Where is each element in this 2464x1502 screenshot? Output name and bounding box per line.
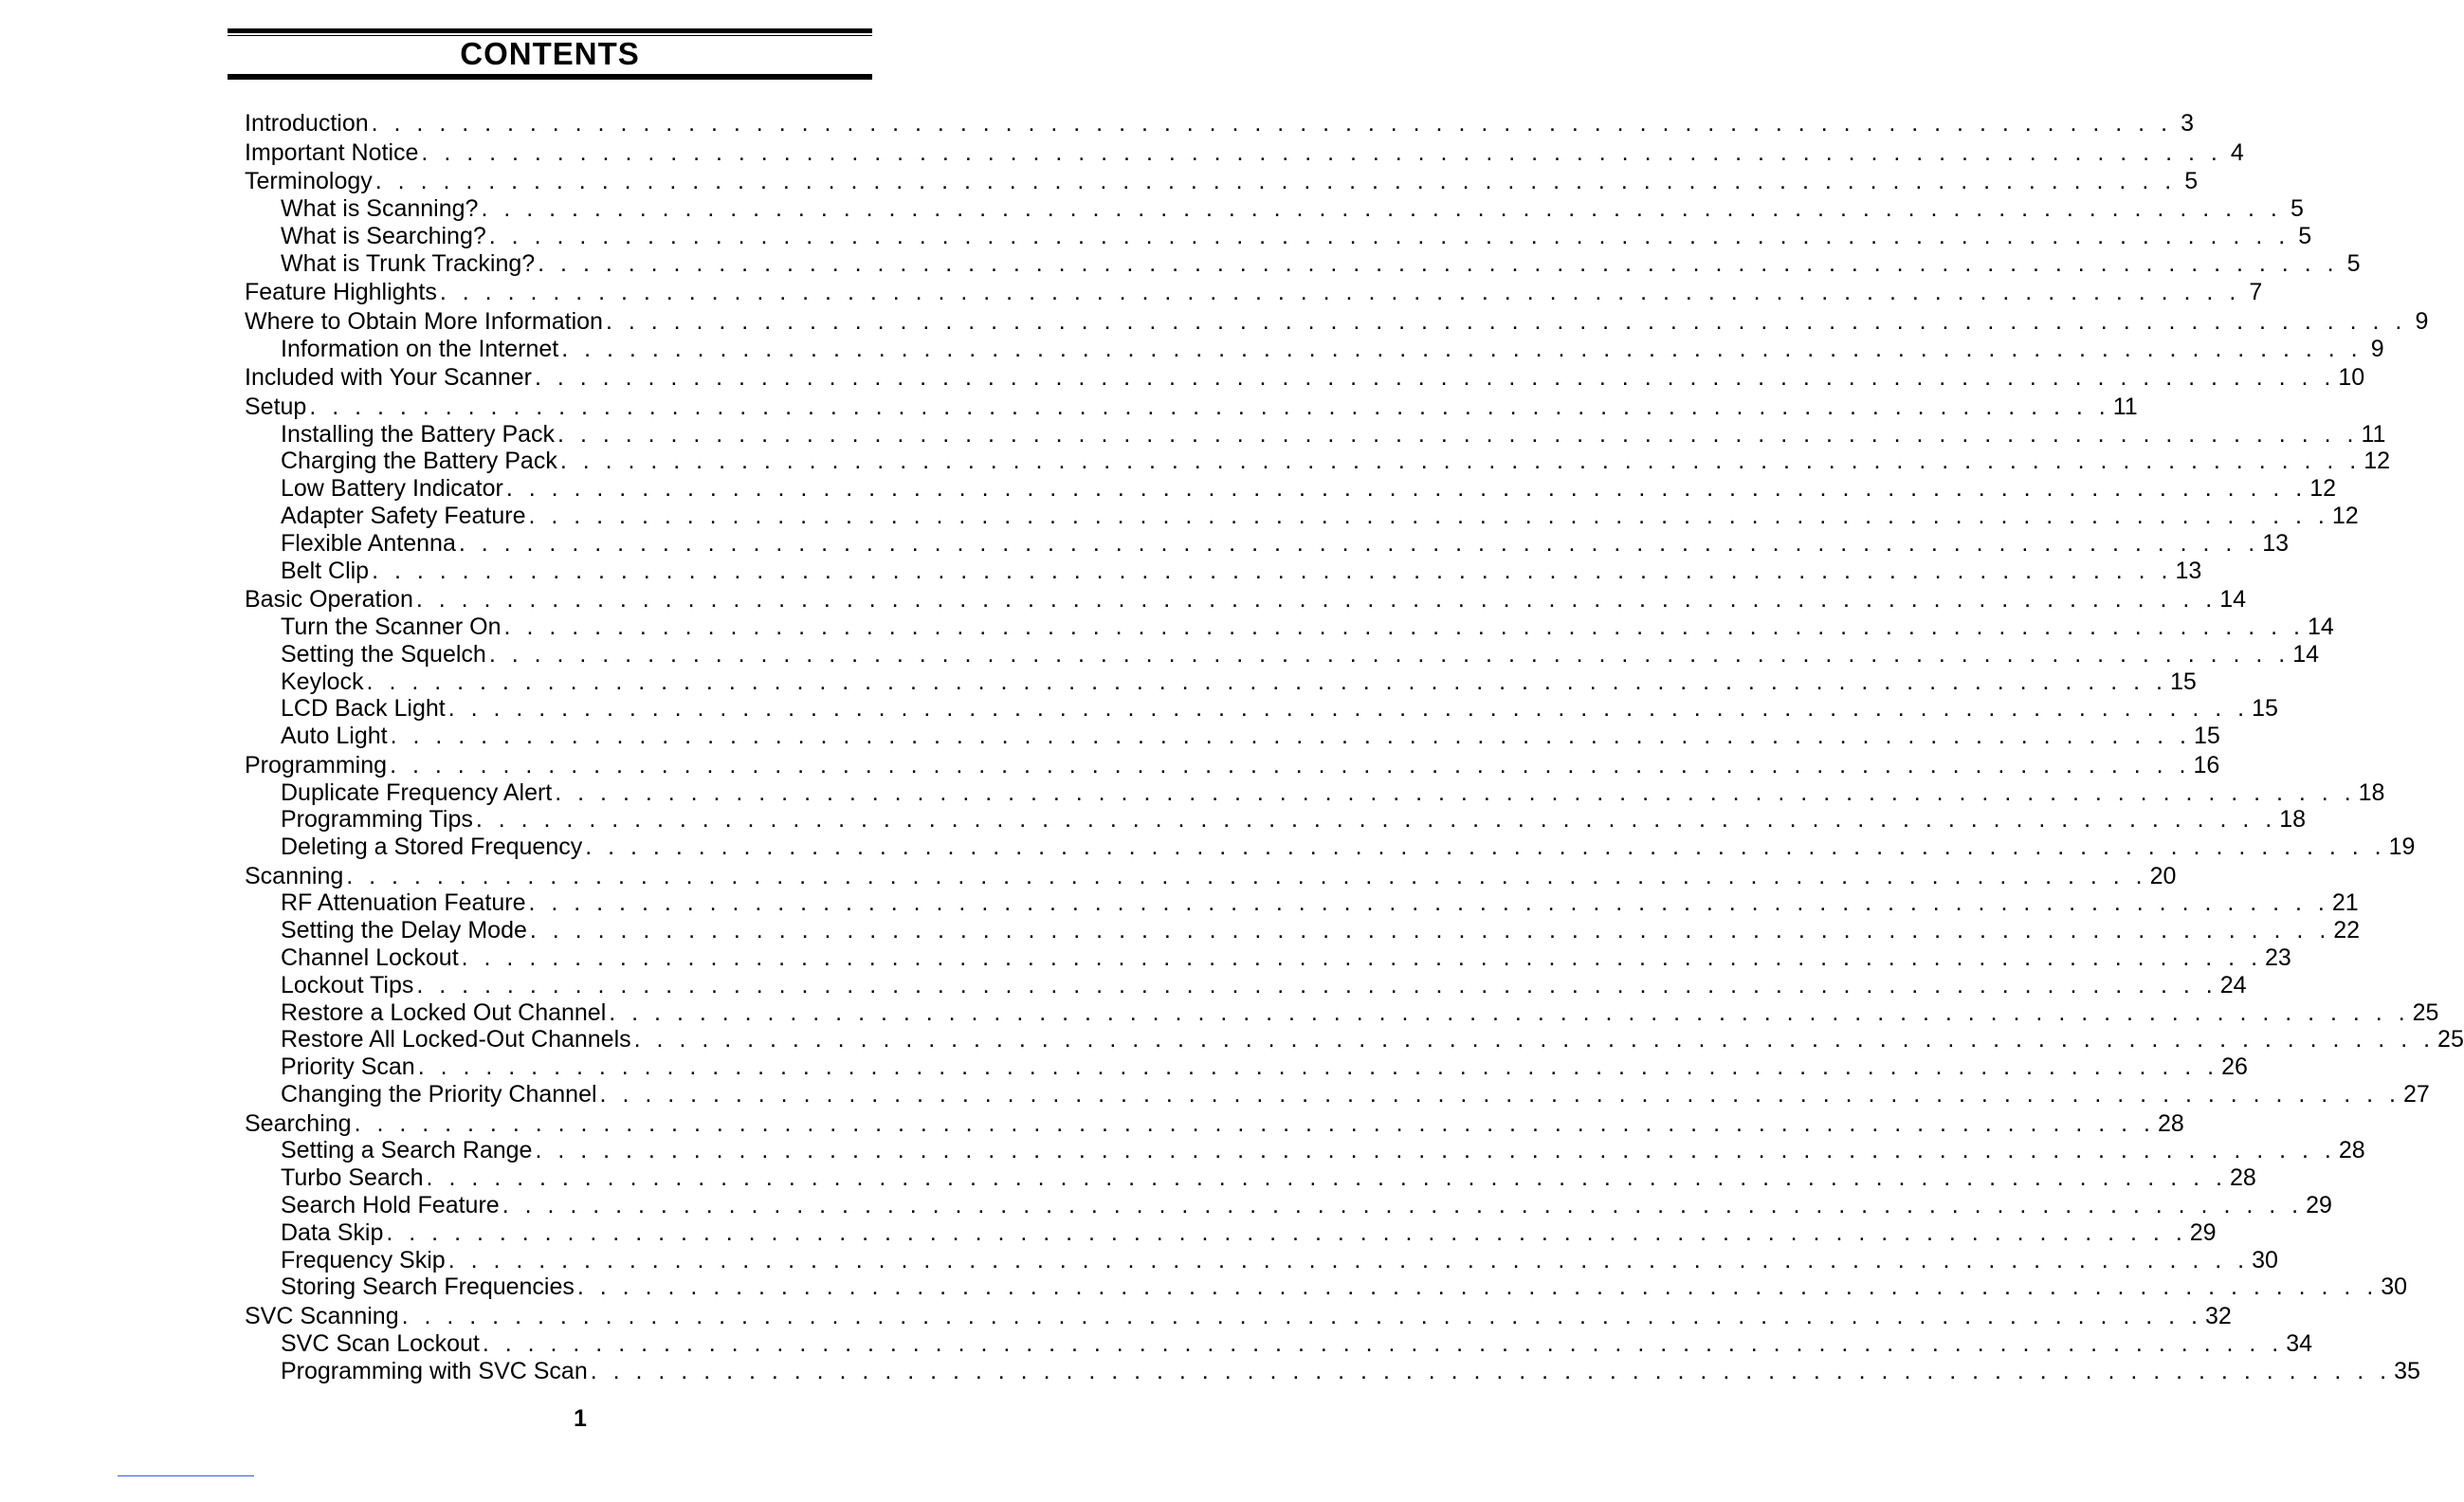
toc-entry-label: Low Battery Indicator [281, 475, 503, 503]
toc-entry-page: 20 [2149, 862, 2177, 889]
toc-entry[interactable] [245, 448, 2391, 475]
toc-entry-page: 13 [2175, 557, 2202, 584]
toc-entry-label: Belt Clip [281, 557, 370, 584]
toc-entry-page: 22 [2333, 917, 2361, 944]
toc-entry-page: 24 [2219, 971, 2247, 998]
dot-leader: . . . . . . . . . . . . . . . . . . . . . . . . . . . . . . . . . . . . . . . . . . . . . . . . . . . . . . . . . . . . . . . . . . . . . . . . . . . . . . . . [461, 944, 2263, 972]
dot-leader: . . . . . . . . . . . . . . . . . . . . . . . . . . . . . . . . . . . . . . . . . . . . . . . . . . . . . . . . . . . . . . . . . . . . . . . . . . . . . . . . [374, 168, 2177, 195]
toc-entry-page: 15 [2252, 695, 2278, 723]
dot-leader: . . . . . . . . . . . . . . . . . . . . . . . . . . . . . . . . . . . . . . . . . . . . . . . . . . . . . . . . . . . . . . . . . . . . . . . . . . . . . . . . [585, 833, 2386, 861]
dot-leader: . . . . . . . . . . . . . . . . . . . . . . . . . . . . . . . . . . . . . . . . . . . . . . . . . . . . . . . . . . . . . . . . . . . . . . . . . . . . . . . . [439, 279, 2241, 306]
toc-entry-page: 34 [2286, 1329, 2313, 1357]
toc-entry-page: 28 [2338, 1137, 2365, 1164]
toc-entry[interactable] [245, 1273, 2408, 1301]
toc-entry-page: 7 [2249, 279, 2263, 306]
toc-entry[interactable] [245, 889, 2359, 917]
toc-entry-page: 25 [2437, 1026, 2464, 1053]
toc-entry-label: What is Searching? [281, 222, 486, 249]
toc-entry[interactable] [245, 778, 2385, 807]
toc-entry-label: Channel Lockout [281, 944, 459, 972]
toc-entry-label: Restore All Locked-Out Channels [281, 1026, 631, 1053]
toc-entry-label: Setting the Delay Mode [281, 917, 527, 944]
toc-entry[interactable] [245, 335, 2384, 363]
toc-entry-label: Storing Search Frequencies [281, 1273, 575, 1301]
toc-entry[interactable] [245, 1303, 2232, 1330]
toc-entry-page: 15 [2169, 668, 2197, 695]
dot-leader: . . . . . . . . . . . . . . . . . . . . . . . . . . . . . . . . . . . . . . . . . . . . . . . . . . . . . . . . . . . . . . . . . . . . . . . . . . . . . . . . [633, 1026, 2436, 1053]
toc-entry[interactable] [245, 168, 2199, 195]
page-title: CONTENTS [460, 36, 640, 71]
toc-entry[interactable] [245, 1357, 2420, 1385]
toc-entry[interactable] [245, 1053, 2248, 1081]
dot-leader: . . . . . . . . . . . . . . . . . . . . . . . . . . . . . . . . . . . . . . . . . . . . . . . . . . . . . . . . . . . . . . . . . . . . . . . . . . . . . . . . [421, 138, 2222, 166]
toc-entry-page: 16 [2193, 751, 2220, 778]
toc-entry-page: 5 [2298, 222, 2312, 249]
toc-entry-label: SVC Scan Lockout [281, 1329, 480, 1357]
toc-entry-page: 23 [2265, 944, 2291, 972]
toc-entry[interactable] [245, 723, 2220, 750]
toc-entry-label: Deleting a Stored Frequency [281, 833, 583, 861]
toc-entry-label: What is Trunk Tracking? [281, 249, 536, 277]
toc-entry-page: 5 [2346, 249, 2361, 277]
toc-entry-label: Introduction [245, 110, 369, 137]
dot-leader: . . . . . . . . . . . . . . . . . . . . . . . . . . . . . . . . . . . . . . . . . . . . . . . . . . . . . . . . . . . . . . . . . . . . . . . . . . . . . . . . [557, 420, 2359, 448]
footer-rule [118, 1475, 254, 1476]
toc-entry-label: What is Scanning? [281, 194, 479, 222]
toc-entry-page: 3 [2181, 110, 2195, 137]
toc-entry-label: Changing the Priority Channel [281, 1081, 597, 1108]
dot-leader: . . . . . . . . . . . . . . . . . . . . . . . . . . . . . . . . . . . . . . . . . . . . . . . . . . . . . . . . . . . . . . . . . . . . . . . . . . . . . . . . [475, 806, 2277, 833]
dot-leader: . . . . . . . . . . . . . . . . . . . . . . . . . . . . . . . . . . . . . . . . . . . . . . . . . . . . . . . . . . . . . . . . . . . . . . . . . . . . . . . . [482, 1329, 2284, 1357]
toc-entry-page: 10 [2338, 364, 2365, 392]
toc-entry-label: Included with Your Scanner [245, 364, 532, 392]
toc-entry[interactable] [245, 640, 2320, 669]
toc-entry-label: Setting a Search Range [281, 1137, 533, 1164]
toc-entry-label: Adapter Safety Feature [281, 502, 526, 529]
toc-entry-page: 30 [2381, 1273, 2408, 1301]
toc-entry-page: 29 [2306, 1192, 2332, 1219]
toc-entry[interactable] [245, 1218, 2217, 1247]
toc-entry-page: 9 [2370, 335, 2384, 362]
toc-entry-label: Charging the Battery Pack [281, 448, 557, 475]
toc-entry-label: Keylock [281, 668, 364, 695]
toc-entry-page: 27 [2402, 1081, 2430, 1108]
toc-entry-label: Feature Highlights [245, 279, 437, 306]
dot-leader: . . . . . . . . . . . . . . . . . . . . . . . . . . . . . . . . . . . . . . . . . . . . . . . . . . . . . . . . . . . . . . . . . . . . . . . . . . . . . . . . [559, 448, 2362, 475]
toc-entry[interactable] [245, 751, 2220, 779]
dot-leader: . . . . . . . . . . . . . . . . . . . . . . . . . . . . . . . . . . . . . . . . . . . . . . . . . . . . . . . . . . . . . . . . . . . . . . . . . . . . . . . . [605, 307, 2407, 335]
contents-header [228, 28, 872, 80]
toc-entry-page: 14 [2292, 640, 2320, 668]
toc-entry[interactable] [245, 138, 2244, 167]
toc-entry[interactable] [245, 279, 2263, 306]
toc-entry-label: Scanning [245, 862, 344, 889]
toc-entry-page: 18 [2358, 778, 2385, 806]
bottom-rule-thick [228, 75, 872, 80]
dot-leader: . . . . . . . . . . . . . . . . . . . . . . . . . . . . . . . . . . . . . . . . . . . . . . . . . . . . . . . . . . . . . . . . . . . . . . . . . . . . . . . . [386, 1218, 2187, 1246]
dot-leader: . . . . . . . . . . . . . . . . . . . . . . . . . . . . . . . . . . . . . . . . . . . . . . . . . . . . . . . . . . . . . . . . . . . . . . . . . . . . . . . . [346, 862, 2147, 889]
toc-entry-label: Information on the Internet [281, 335, 559, 362]
toc-entry-label: Searching [245, 1109, 352, 1137]
toc-entry-page: 25 [2412, 998, 2439, 1026]
toc-entry-page: 21 [2331, 889, 2359, 917]
dot-leader: . . . . . . . . . . . . . . . . . . . . . . . . . . . . . . . . . . . . . . . . . . . . . . . . . . . . . . . . . . . . . . . . . . . . . . . . . . . . . . . . [576, 1273, 2379, 1301]
toc-entry-label: Flexible Antenna [281, 529, 456, 557]
dot-leader: . . . . . . . . . . . . . . . . . . . . . . . . . . . . . . . . . . . . . . . . . . . . . . . . . . . . . . . . . . . . . . . . . . . . . . . . . . . . . . . . [447, 1246, 2250, 1273]
toc-entry[interactable] [245, 475, 2337, 503]
toc-entry-page: 30 [2252, 1246, 2278, 1273]
toc-entry-label: Data Skip [281, 1218, 384, 1246]
dot-leader: . . . . . . . . . . . . . . . . . . . . . . . . . . . . . . . . . . . . . . . . . . . . . . . . . . . . . . . . . . . . . . . . . . . . . . . . . . . . . . . . [590, 1357, 2392, 1384]
toc-entry-label: Setup [245, 393, 307, 420]
dot-leader: . . . . . . . . . . . . . . . . . . . . . . . . . . . . . . . . . . . . . . . . . . . . . . . . . . . . . . . . . . . . . . . . . . . . . . . . . . . . . . . . [488, 640, 2291, 668]
dot-leader: . . . . . . . . . . . . . . . . . . . . . . . . . . . . . . . . . . . . . . . . . . . . . . . . . . . . . . . . . . . . . . . . . . . . . . . . . . . . . . . . [416, 971, 2218, 998]
toc-entry-label: Important Notice [245, 138, 419, 166]
dot-leader: . . . . . . . . . . . . . . . . . . . . . . . . . . . . . . . . . . . . . . . . . . . . . . . . . . . . . . . . . . . . . . . . . . . . . . . . . . . . . . . . [555, 778, 2356, 806]
dot-leader: . . . . . . . . . . . . . . . . . . . . . . . . . . . . . . . . . . . . . . . . . . . . . . . . . . . . . . . . . . . . . . . . . . . . . . . . . . . . . . . . [366, 668, 2167, 695]
toc-entry[interactable] [245, 110, 2195, 137]
toc-entry-label: Auto Light [281, 723, 388, 750]
toc-entry-label: Priority Scan [281, 1053, 415, 1081]
toc-entry[interactable] [245, 393, 2138, 421]
dot-leader: . . . . . . . . . . . . . . . . . . . . . . . . . . . . . . . . . . . . . . . . . . . . . . . . . . . . . . . . . . . . . . . . . . . . . . . . . . . . . . . . [502, 1192, 2304, 1219]
toc-entry-label: Programming Tips [281, 806, 473, 833]
dot-leader: . . . . . . . . . . . . . . . . . . . . . . . . . . . . . . . . . . . . . . . . . . . . . . . . . . . . . . . . . . . . . . . . . . . . . . . . . . . . . . . . [529, 917, 2331, 944]
dot-leader: . . . . . . . . . . . . . . . . . . . . . . . . . . . . . . . . . . . . . . . . . . . . . . . . . . . . . . . . . . . . . . . . . . . . . . . . . . . . . . . . [561, 335, 2363, 362]
toc-entry-page: 18 [2279, 806, 2307, 833]
dot-leader: . . . . . . . . . . . . . . . . . . . . . . . . . . . . . . . . . . . . . . . . . . . . . . . . . . . . . . . . . . . . . . . . . . . . . . . . . . . . . . . . [447, 695, 2250, 723]
dot-leader: . . . . . . . . . . . . . . . . . . . . . . . . . . . . . . . . . . . . . . . . . . . . . . . . . . . . . . . . . . . . . . . . . . . . . . . . . . . . . . . . [415, 586, 2218, 614]
toc-entry[interactable] [245, 944, 2291, 972]
toc-entry[interactable] [245, 1081, 2430, 1108]
toc-entry[interactable] [245, 806, 2307, 833]
page-number: 1 [574, 1405, 587, 1432]
dot-leader: . . . . . . . . . . . . . . . . . . . . . . . . . . . . . . . . . . . . . . . . . . . . . . . . . . . . . . . . . . . . . . . . . . . . . . . . . . . . . . . . [538, 249, 2339, 277]
toc-entry[interactable] [245, 1109, 2184, 1138]
toc-entry-label: Installing the Battery Pack [281, 420, 556, 448]
toc-entry[interactable] [245, 1329, 2313, 1358]
toc-entry-page: 12 [2331, 502, 2359, 529]
dot-leader: . . . . . . . . . . . . . . . . . . . . . . . . . . . . . . . . . . . . . . . . . . . . . . . . . . . . . . . . . . . . . . . . . . . . . . . . . . . . . . . . [401, 1303, 2202, 1330]
dot-leader: . . . . . . . . . . . . . . . . . . . . . . . . . . . . . . . . . . . . . . . . . . . . . . . . . . . . . . . . . . . . . . . . . . . . . . . . . . . . . . . . [426, 1164, 2227, 1192]
toc-entry-label: Lockout Tips [281, 971, 414, 998]
toc-entry-page: 32 [2205, 1303, 2232, 1330]
toc-entry[interactable] [245, 420, 2386, 449]
toc-entry-page: 29 [2189, 1218, 2217, 1246]
dot-leader: . . . . . . . . . . . . . . . . . . . . . . . . . . . . . . . . . . . . . . . . . . . . . . . . . . . . . . . . . . . . . . . . . . . . . . . . . . . . . . . . [535, 1137, 2336, 1164]
toc-entry-label: Duplicate Frequency Alert [281, 778, 553, 806]
toc-entry[interactable] [245, 998, 2439, 1027]
toc-entry[interactable] [245, 971, 2247, 999]
toc-entry-page: 12 [2309, 475, 2337, 503]
toc-entry-page: 13 [2262, 529, 2290, 557]
toc-entry-page: 35 [2394, 1357, 2420, 1384]
toc-entry-label: Frequency Skip [281, 1246, 446, 1273]
toc-entry[interactable] [245, 1026, 2464, 1053]
toc-entry-page: 28 [2229, 1164, 2256, 1192]
dot-leader: . . . . . . . . . . . . . . . . . . . . . . . . . . . . . . . . . . . . . . . . . . . . . . . . . . . . . . . . . . . . . . . . . . . . . . . . . . . . . . . . [599, 1081, 2400, 1108]
toc-entry[interactable] [245, 1164, 2256, 1192]
toc-entry-label: Restore a Locked Out Channel [281, 998, 607, 1026]
toc-entry[interactable] [245, 307, 2429, 336]
toc-entry[interactable] [245, 529, 2290, 558]
toc-entry-label: Basic Operation [245, 586, 413, 614]
toc-entry-label: Turbo Search [281, 1164, 424, 1192]
toc-entry[interactable] [245, 613, 2334, 641]
toc-entry[interactable] [245, 862, 2177, 890]
toc-entry-page: 11 [2112, 393, 2138, 420]
toc-entry-label: LCD Back Light [281, 695, 446, 723]
toc-entry[interactable] [245, 668, 2197, 696]
toc-entry-page: 12 [2364, 448, 2391, 475]
dot-leader: . . . . . . . . . . . . . . . . . . . . . . . . . . . . . . . . . . . . . . . . . . . . . . . . . . . . . . . . . . . . . . . . . . . . . . . . . . . . . . . . [354, 1109, 2155, 1137]
toc-entry-page: 19 [2388, 833, 2416, 861]
dot-leader: . . . . . . . . . . . . . . . . . . . . . . . . . . . . . . . . . . . . . . . . . . . . . . . . . . . . . . . . . . . . . . . . . . . . . . . . . . . . . . . . [458, 529, 2260, 557]
toc-entry-label: Where to Obtain More Information [245, 307, 603, 335]
dot-leader: . . . . . . . . . . . . . . . . . . . . . . . . . . . . . . . . . . . . . . . . . . . . . . . . . . . . . . . . . . . . . . . . . . . . . . . . . . . . . . . . [528, 502, 2329, 529]
toc-entry[interactable] [245, 1246, 2278, 1274]
toc-entry-page: 9 [2415, 307, 2429, 335]
toc-entry-label: SVC Scanning [245, 1303, 399, 1330]
toc-entry-page: 14 [2219, 586, 2247, 614]
toc-entry-page: 15 [2193, 723, 2220, 750]
dot-leader: . . . . . . . . . . . . . . . . . . . . . . . . . . . . . . . . . . . . . . . . . . . . . . . . . . . . . . . . . . . . . . . . . . . . . . . . . . . . . . . . [528, 889, 2329, 917]
toc-entry[interactable] [245, 249, 2361, 278]
toc-entry-page: 4 [2230, 138, 2244, 166]
dot-leader: . . . . . . . . . . . . . . . . . . . . . . . . . . . . . . . . . . . . . . . . . . . . . . . . . . . . . . . . . . . . . . . . . . . . . . . . . . . . . . . . [503, 613, 2305, 640]
toc-entry-label: Programming [245, 751, 388, 778]
toc-entry[interactable] [245, 557, 2202, 585]
toc-entry-label: Turn the Scanner On [281, 613, 502, 640]
dot-leader: . . . . . . . . . . . . . . . . . . . . . . . . . . . . . . . . . . . . . . . . . . . . . . . . . . . . . . . . . . . . . . . . . . . . . . . . . . . . . . . . [609, 998, 2410, 1026]
top-rule-thick [228, 28, 872, 33]
dot-leader: . . . . . . . . . . . . . . . . . . . . . . . . . . . . . . . . . . . . . . . . . . . . . . . . . . . . . . . . . . . . . . . . . . . . . . . . . . . . . . . . [372, 557, 2173, 584]
toc-entry-page: 5 [2290, 194, 2304, 222]
dot-leader: . . . . . . . . . . . . . . . . . . . . . . . . . . . . . . . . . . . . . . . . . . . . . . . . . . . . . . . . . . . . . . . . . . . . . . . . . . . . . . . . [309, 393, 2110, 420]
toc-entry[interactable] [245, 222, 2312, 250]
toc-entry[interactable] [245, 194, 2304, 223]
toc-entry-page: 28 [2157, 1109, 2184, 1137]
toc-entry[interactable] [245, 833, 2416, 861]
dot-leader: . . . . . . . . . . . . . . . . . . . . . . . . . . . . . . . . . . . . . . . . . . . . . . . . . . . . . . . . . . . . . . . . . . . . . . . . . . . . . . . . [481, 194, 2282, 222]
toc-entry[interactable] [245, 364, 2365, 392]
toc-entry-label: RF Attenuation Feature [281, 889, 526, 917]
toc-entry-label: Programming with SVC Scan [281, 1357, 588, 1384]
toc-entry-label: Terminology [245, 168, 373, 195]
toc-entry[interactable] [245, 695, 2278, 723]
dot-leader: . . . . . . . . . . . . . . . . . . . . . . . . . . . . . . . . . . . . . . . . . . . . . . . . . . . . . . . . . . . . . . . . . . . . . . . . . . . . . . . . [390, 723, 2191, 750]
dot-leader: . . . . . . . . . . . . . . . . . . . . . . . . . . . . . . . . . . . . . . . . . . . . . . . . . . . . . . . . . . . . . . . . . . . . . . . . . . . . . . . . [488, 222, 2291, 249]
dot-leader: . . . . . . . . . . . . . . . . . . . . . . . . . . . . . . . . . . . . . . . . . . . . . . . . . . . . . . . . . . . . . . . . . . . . . . . . . . . . . . . . [371, 110, 2173, 137]
toc-entry-page: 11 [2361, 420, 2386, 448]
toc-entry-page: 14 [2307, 613, 2334, 640]
toc-entry[interactable] [245, 1192, 2332, 1219]
dot-leader: . . . . . . . . . . . . . . . . . . . . . . . . . . . . . . . . . . . . . . . . . . . . . . . . . . . . . . . . . . . . . . . . . . . . . . . . . . . . . . . . [505, 475, 2308, 503]
dot-leader: . . . . . . . . . . . . . . . . . . . . . . . . . . . . . . . . . . . . . . . . . . . . . . . . . . . . . . . . . . . . . . . . . . . . . . . . . . . . . . . . [535, 364, 2336, 392]
toc-entry-page: 5 [2184, 168, 2199, 195]
dot-leader: . . . . . . . . . . . . . . . . . . . . . . . . . . . . . . . . . . . . . . . . . . . . . . . . . . . . . . . . . . . . . . . . . . . . . . . . . . . . . . . . [417, 1053, 2219, 1081]
toc-entry[interactable] [245, 586, 2247, 614]
table-of-contents [245, 110, 2464, 1384]
toc-entry-label: Search Hold Feature [281, 1192, 500, 1219]
dot-leader: . . . . . . . . . . . . . . . . . . . . . . . . . . . . . . . . . . . . . . . . . . . . . . . . . . . . . . . . . . . . . . . . . . . . . . . . . . . . . . . . [390, 751, 2191, 778]
toc-entry[interactable] [245, 1137, 2365, 1164]
toc-entry-page: 26 [2221, 1053, 2248, 1081]
toc-entry[interactable] [245, 917, 2361, 944]
toc-entry-label: Setting the Squelch [281, 640, 486, 668]
toc-entry[interactable] [245, 502, 2359, 530]
